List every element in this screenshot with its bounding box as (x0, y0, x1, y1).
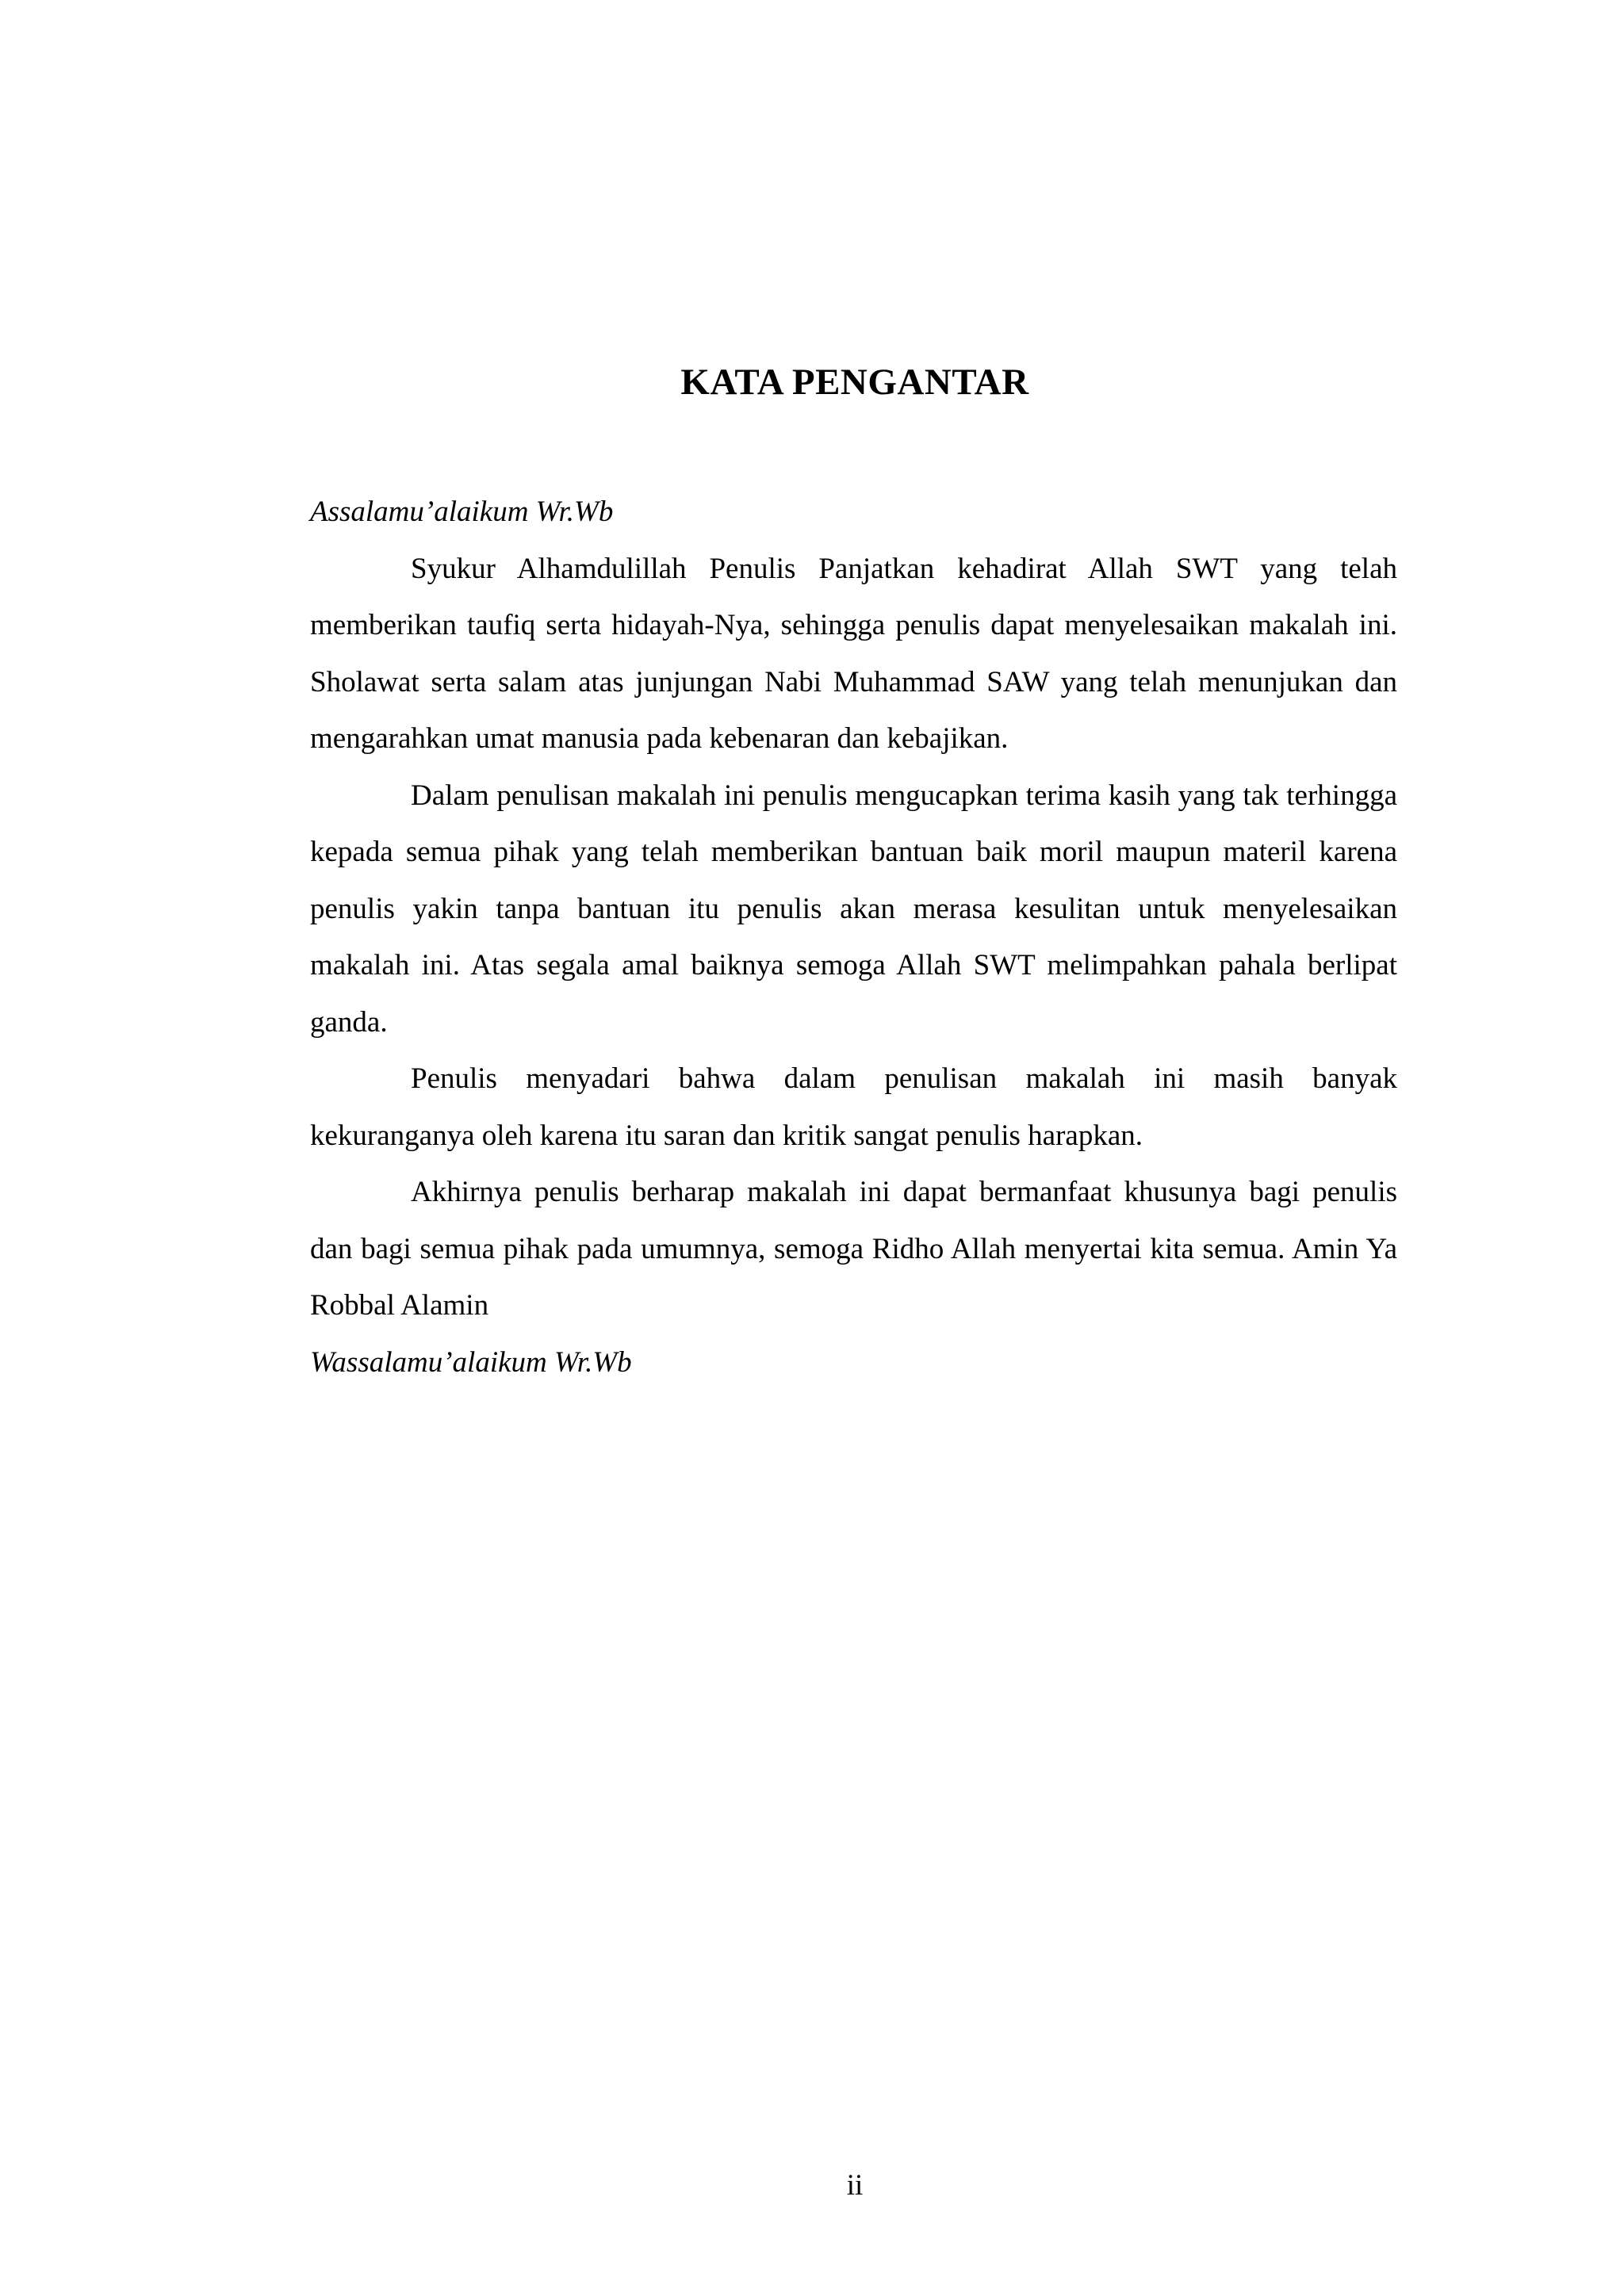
paragraph-4: Akhirnya penulis berharap makalah ini dapat bermanfaat khusunya bagi penulis dan bagi semua pihak pada umumnya, semoga Ridho Allah menyertai kita semua. Amin Ya Robbal Alamin (310, 1176, 1397, 1322)
page-title: KATA PENGANTAR (680, 362, 1029, 403)
opening-greeting: Assalamu’alaikum Wr.Wb (310, 496, 614, 528)
closing-greeting: Wassalamu’alaikum Wr.Wb (310, 1345, 632, 1379)
paragraph-3: Penulis menyadari bahwa dalam penulisan makalah ini masih banyak kekuranganya oleh karena itu saran dan kritik sangat penulis harapkan. (310, 1062, 1397, 1152)
paragraph-1: Syukur Alhamdulillah Penulis Panjatkan kehadirat Allah SWT yang telah memberikan taufiq serta hidayah-Nya, sehingga penulis dapat menyelesaikan makalah ini. Sholawat serta salam atas junjungan Nabi Muhammad SAW yang telah menunjukan dan mengarahkan umat manusia pada kebenaran dan kebajikan. (310, 552, 1397, 755)
paragraph-2: Dalam penulisan makalah ini penulis mengucapkan terima kasih yang tak terhingga kepada semua pihak yang telah memberikan bantuan baik moril maupun materil karena penulis yakin tanpa bantuan itu penulis akan merasa kesulitan untuk menyelesaikan makalah ini. Atas segala amal baiknya semoga Allah SWT melimpahkan pahala berlipat ganda. (310, 779, 1397, 1039)
preface-body (310, 484, 1397, 1391)
page-number: ii (846, 2169, 864, 2202)
